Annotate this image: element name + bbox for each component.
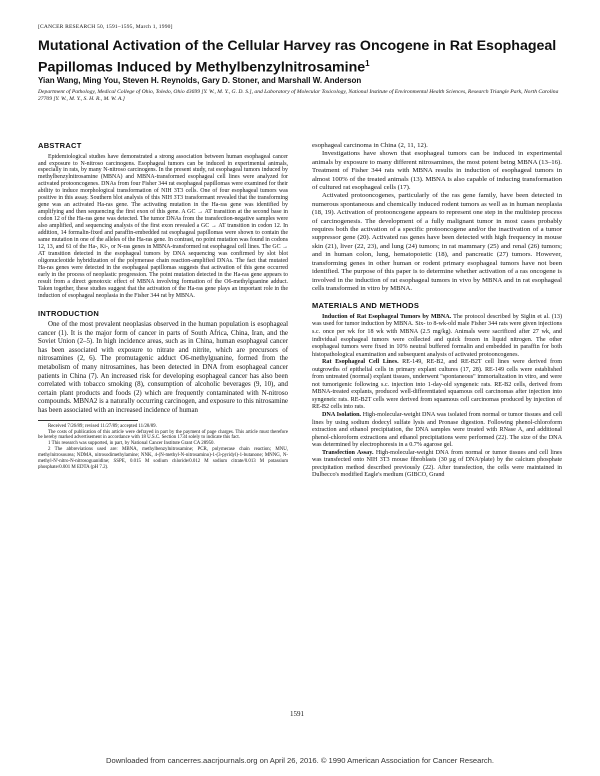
running-head: [CANCER RESEARCH 50, 1591–1595, March 1, 1990]: [38, 24, 173, 30]
methods-dna-isolation-label: DNA Isolation.: [322, 411, 362, 418]
methods-dna-isolation-text: High-molecular-weight DNA was isolated from normal or tumor tissues and cell lines by using sodium dodecyl sulfate lysis and Pronase digestion. Following phenol-chloroform extraction and ethanol precipitation, the DNA samples were treated with RNase A, and additional phenol-chloroform extractions and ethanol precipitations were performed (22). The size of the DNA was determined by electrophoresis in a 0.7% agarose gel.: [312, 411, 562, 449]
footnote-received: Received 7/26/89; revised 11/27/89; accepted 11/28/89.: [48, 423, 157, 429]
affiliation: Department of Pathology, Medical College of Ohio, Toledo, Ohio 43699 [Y. W., M. Y., G. D. S.], and Laboratory of Molecular Toxicology, National Institute of Environmental Health Sciences, Research Triangle Park, North Carolina 27709 [Y. W., M. Y., S. H. R., M. W. A.]: [38, 89, 559, 102]
abstract-heading: ABSTRACT: [38, 141, 82, 150]
methods-tumor-induction-label: Induction of Rat Esophageal Tumors by MBNA.: [322, 313, 452, 320]
abstract-text: Epidemiological studies have demonstrated a strong association between human esophageal cancer and exposure to N-nitroso carcinogens. Esophageal tumors can be induced in experimental animals, especially in rats, by many N-nitroso carcinogens. In the present study, rat esophageal tumors induced by methylbenzylnitrosamine (MBNA) and MBNA-transformed esophageal cell lines were analyzed for activated protooncogenes. DNAs from four Fisher 344 rat esophageal papillomas were examined for their ability to induce morphological transformation of NIH 3T3 cells. One of four esophageal tumors was positive in this assay. Southern blot analysis of this NIH 3T3 transformant revealed that the transforming gene was an activated Ha-ras gene. The activating mutation in the Ha-ras gene was identified by amplifying and then sequencing the first exon of this gene. A GC → AT transition at the second base in codon 12 of the Ha-ras gene was detected. The tumor DNAs from the transfection-negative samples were also amplified, and sequencing analysis of the first exon revealed a GC → AT transition in codon 12. In addition, 14 formalin-fixed and paraffin-embedded rat esophageal papillomas were shown to contain the same mutation in one of the alleles of the Ha-ras gene. In contrast, no point mutation was found in codons 12, 13, and 61 of the Ha-, Ki-, or N-ras genes in MBNA-transformed rat esophageal cell lines. The GC → AT transition detected in the esophageal tumors by DNA sequencing was confirmed by slot blot oligonucleotide hybridization of the polymerase chain reaction-amplified DNAs. The fact that mutated Ha-ras genes were detected in the esophageal papillomas suggests that activation of this gene occurred early in the process of neoplastic progression. The point mutation detected in the Ha-ras gene appears to result from a direct genotoxic effect of MBNA involving formation of the O6-methylguanine adduct. Taken together, these studies suggest that the activation of the Ha-ras gene plays an important role in the induction of esophageal neoplasia in the Fisher 344 rat by MBNA.: [38, 153, 288, 299]
footnote-abbreviations: 2 The abbreviations used are: MBNA, methylbenzylnitrosamine; PCR, polymerase chain reaction; MNU, methylnitrosourea; NDMA, nitrosodimethylamine; NNK, 4-(N-methyl-N-nitrosamino)-1-(3-pyridyl)-1-butanone; MNNG, N-methyl-N'-nitro-N-nitrosoguanidine; SSPE, 0.015 M sodium chloride/0.012 M sodium citrate/0.013 M potassium phosphate/0.001 M EDTA (pH 7.2).: [38, 447, 288, 470]
introduction-text: One of the most prevalent neoplasias observed in the human population is esophageal cancer (1). It is the major form of cancer in parts of South Africa, China, Iran, and the Soviet Union (2–5). In high incidence areas, such as in China, human esophageal cancer has been associated with exposure to nitrate and nitrite, which are precursors of nitrosamines (2, 6). The promutagenic adduct O6-methylguanine, formed from the metabolism of many nitrosamines, has been detected in DNA from esophageal cancer patients in China (7). An increased risk for developing esophageal cancer has also been correlated with tobacco smoking (8), consumption of alcoholic beverages (9, 10), and certain plant products and foods (2) which are frequently contaminated with N-nitroso compounds. MBNA2 is a naturally occurring carcinogen, and exposure to this nitrosamine has been associated with an increased incidence of human: [38, 321, 288, 415]
footnote-costs: The costs of publication of this article were defrayed in part by the payment of page charges. This article must therefore be hereby marked advertisement in accordance with 18 U.S.C. Section 1734 solely to indicate this fact.: [38, 429, 288, 441]
methods-cell-lines-text: RE-149, RE-B2, and RE-B2T cell lines were derived from outgrowths of epithelial cells in primary explant cultures (17, 28). RE-149 cells were established from untreated (normal) explant tissues, underwent "spontaneous" immortalization in vitro, and were not tumorigenic following s.c. injection into 1-day-old syngeneic rats. RE-B2 cells, derived from MBNA-treated explants, produced well-differentiated squamous cell carcinomas after injection into syngeneic rats. RE-B2T cells were derived from squamous cell carcinomas produced by injection of RE-B2 cells into rats.: [312, 359, 562, 411]
left-column: [38, 142, 288, 471]
methods-transfection-text: High-molecular-weight DNA from normal or tumor tissues and cell lines was transfected onto NIH 3T3 mouse fibroblasts (30 µg of DNA/plate) by the calcium phosphate precipitation method described previously (22). After transfection, the cells were maintained in Dulbecco's modified Eagle's medium (GIBCO, Grand: [312, 449, 563, 479]
footnote-grant: 1 This research was supported, in part, by National Cancer Institute Grant CA 28950.: [48, 441, 215, 447]
methods-dna-isolation: [312, 412, 562, 450]
methods-transfection: [312, 450, 562, 480]
methods-cell-lines: [312, 359, 562, 412]
introduction-heading: INTRODUCTION: [38, 308, 100, 318]
methods-tumor-induction-text: The protocol described by Siglin et al. (13) was used for tumor induction by MBNA. Six- to 8-wk-old male Fisher 344 rats were given injections s.c. once per wk for 18 wk with MBNA (2.5 mg/kg). Animals were sacrificed after 27 wk, and individual esophageal tumors were collected and quick frozen in liquid nitrogen. The other esophageal tumors were fixed in 10% neutral buffered formalin and embedded in paraffin for both histopathological examination and subsequent analysis of activated protooncogenes.: [312, 313, 562, 358]
methods-heading: MATERIALS AND METHODS: [312, 301, 420, 311]
intro-continued: esophageal carcinoma in China (2, 11, 12).: [312, 142, 428, 149]
page-number: 1591: [290, 710, 304, 718]
methods-cell-lines-label: Rat Esophageal Cell Lines.: [322, 359, 399, 366]
right-column: [312, 142, 562, 480]
download-notice: Downloaded from cancerres.aacrjournals.org on April 26, 2016. © 1990 American Association for Cancer Research.: [105, 756, 495, 765]
methods-tumor-induction: [312, 314, 562, 359]
methods-transfection-label: Transfection Assay.: [322, 449, 374, 456]
footnote-rule: [38, 420, 138, 421]
intro-paragraph-3: Activated protooncogenes, particularly of the ras gene family, have been detected in numerous spontaneous and chemically induced rodent tumors as well as in human neoplasia (18, 19). Activation of protooncogene appears to represent one step in the multistep process of carcinogenesis. The development of a fully malignant tumor in most cases probably requires both the activation of a specific protooncogene and/or the inactivation of a tumor suppressor gene (20). Activated ras genes have been detected with high frequency in mouse skin (21), liver (22, 23), and lung (24) tumors; in rat mammary (25) and renal (26) tumors; and in human colon, lung, hematopoietic (18), and pancreatic (27) tumors. However, transforming genes in other human or rodent primary esophageal tumors have not been identified. The purpose of this paper is to determine whether activation of a ras oncogene is involved in the induction of rat esophageal tumors in vivo by MBNA and in rat esophageal cells transformed in vitro by MBNA.: [312, 192, 562, 292]
title-footnote-marker: 1: [365, 59, 370, 68]
author-list: Yian Wang, Ming You, Steven H. Reynolds, Gary D. Stoner, and Marshall W. Anderson: [38, 76, 362, 85]
paper-title: [38, 38, 568, 77]
intro-paragraph-2: Investigations have shown that esophageal tumors can be induced in experimental animals by exposure to many different nitrosamines, the most potent being MBNA (13–16). Treatment of Fisher 344 rats with MBNA results in induction of esophageal tumors in almost 100% of the treated animals (13). MBNA is also capable of inducing transformation of cultured rat esophageal cells (17).: [312, 150, 562, 192]
paper-title-text: Mutational Activation of the Cellular Harvey ras Oncogene in Rat Esophageal Papillomas Induced by Methylbenzylnitrosamine: [38, 38, 557, 76]
